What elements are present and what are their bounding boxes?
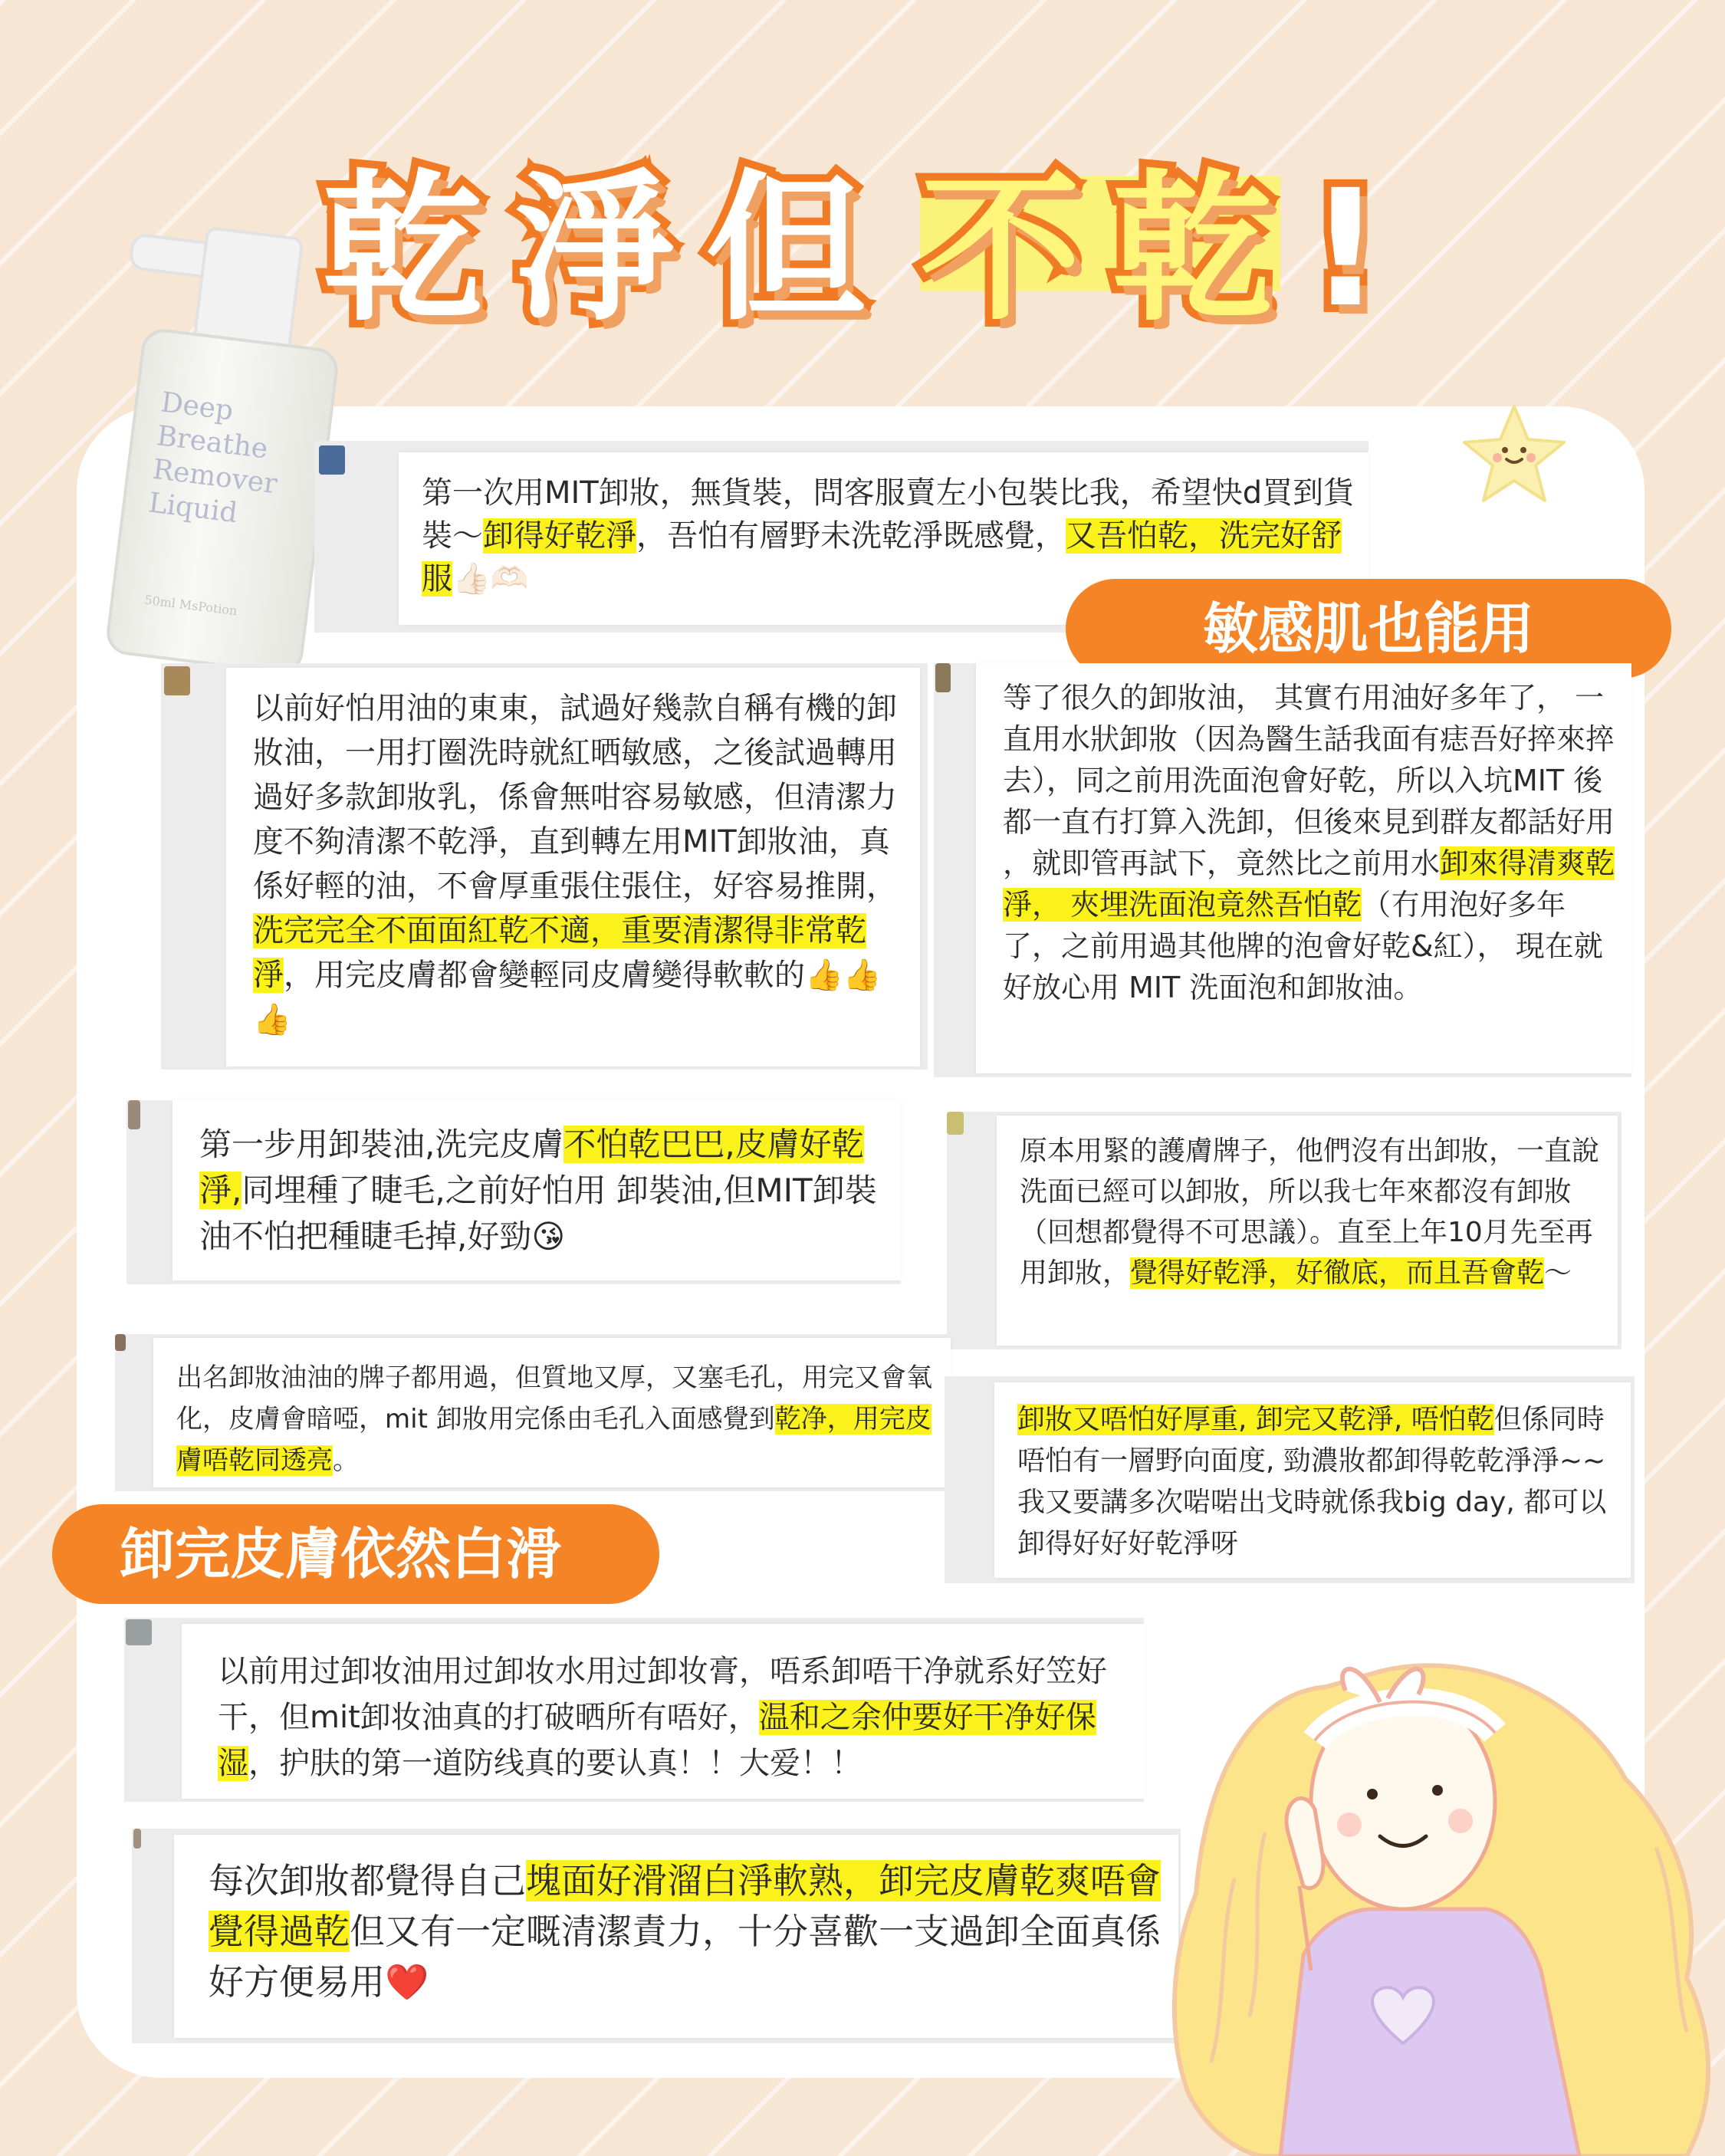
headline-char-2: 淨	[514, 155, 675, 343]
review-snippet-5	[947, 1112, 1622, 1349]
headline-char-5: 乾	[1112, 155, 1273, 343]
review-text: 第一步用卸裝油,洗完皮膚不怕乾巴巴,皮膚好乾淨,同埋種了睫毛,之前好怕用 卸裝油,但MIT卸裝油不怕把種睫毛掉,好勁😘	[199, 1126, 877, 1255]
review-snippet-9	[132, 1829, 1181, 2043]
review-snippet-2	[161, 663, 928, 1070]
heart-icon: ❤️	[385, 1961, 429, 2003]
bottle-volume-text: 50ml MsPotion	[143, 592, 238, 619]
banner-smooth-skin: 卸完皮膚依然白滑	[52, 1504, 659, 1604]
avatar	[164, 666, 190, 695]
thumbs-up-icon: 👍👍👍	[253, 958, 882, 1037]
headline-char-4: 不	[920, 155, 1082, 343]
kiss-emoji-icon: 😘	[531, 1218, 566, 1255]
review-snippet-8	[124, 1618, 1144, 1802]
girl-illustration	[1150, 1602, 1725, 2156]
review-text: 以前好怕用油的東東，試過好幾款自稱有機的卸妝油，一用打圈洗時就紅晒敏感，之後試過轉用過好多款卸妝乳，係會無咁容易敏感，但清潔力度不夠清潔不乾淨，直到轉左用MIT卸妝油，真係好輕的油，不會厚重張住張住，好容易推開，洗完完全不面面紅乾不適，重要清潔得非常乾淨，用完皮膚都會變輕同皮膚變得軟軟的👍👍👍	[253, 691, 897, 1037]
review-snippet-3	[934, 663, 1631, 1077]
bottle-label-line: Remover	[150, 453, 279, 501]
avatar	[935, 663, 951, 692]
headline-char-6: !	[1309, 155, 1382, 343]
headline	[322, 153, 1411, 345]
bottle-label-line: Deep	[159, 386, 235, 427]
bottle-label-line: Liquid	[146, 487, 239, 530]
bottle-label	[146, 386, 315, 538]
review-text: 以前用过卸妆油用过卸妆水用过卸妆膏，唔系卸唔干净就系好笠好干，但mit卸妆油真的打破晒所有唔好，温和之余仲要好干净好保湿，护肤的第一道防线真的要认真！！大爱！！	[218, 1654, 1107, 1781]
avatar	[128, 1100, 140, 1129]
review-text: 第一次用MIT卸妝，無貨裝，問客服賣左小包裝比我，希望快d買到貨裝～卸得好乾淨，吾怕有層野未洗乾淨既感覺，又吾怕乾，洗完好舒服👍🏻🫶🏻	[422, 475, 1355, 597]
review-snippet-4	[127, 1100, 901, 1284]
bottle-label-line: Breathe	[155, 420, 270, 465]
review-text: 等了很久的卸妝油， 其實冇用油好多年了， 一直用水狀卸妝（因為醫生話我面有痣吾好捽來捽去），同之前用洗面泡會好乾，所以入坑MIT 後都一直冇打算入洗卸，但後來見到群友都話好用 ，就即管再試下，竟然比之前用水卸來得清爽乾淨， 夾埋洗面泡竟然吾怕乾（冇用泡好多年了，之前用過其他牌的泡會好乾&紅）， 現在就好放心用 MIT 洗面泡和卸妝油。	[1003, 681, 1615, 1004]
headline-char-3: 但	[705, 155, 867, 343]
review-text: 原本用緊的護膚牌子，他們沒有出卸妝，一直說洗面已經可以卸妝，所以我七年來都沒有卸妝（回想都覺得不可思議）。直至上年10月先至再用卸妝，覺得好乾淨，好徹底，而且吾會乾～	[1020, 1136, 1600, 1289]
review-snippet-6	[115, 1334, 951, 1491]
avatar	[319, 445, 345, 475]
star-icon	[1460, 403, 1568, 506]
avatar	[947, 1112, 964, 1135]
headline-char-1: 乾	[322, 155, 484, 343]
review-snippet-7	[945, 1376, 1635, 1583]
bottle-cap	[193, 226, 304, 350]
thumbs-up-icon: 👍🏻🫶🏻	[452, 561, 529, 597]
avatar	[115, 1334, 126, 1351]
review-text: 每次卸妝都覺得自己塊面好滑溜白淨軟熟，卸完皮膚乾爽唔會覺得過乾但又有一定嘅清潔責力，十分喜歡一支過卸全面真係好方便易用❤️	[209, 1860, 1161, 2003]
avatar	[133, 1829, 141, 1849]
avatar	[126, 1619, 152, 1645]
review-text: 卸妝又唔怕好厚重, 卸完又乾淨, 唔怕乾但係同時唔怕有一層野向面度, 勁濃妝都卸得乾乾淨淨~~我又要講多次啱啱出戈時就係我big day, 都可以卸得好好好乾淨呀	[1017, 1404, 1607, 1559]
banner-sensitive-skin: 敏感肌也能用	[1066, 579, 1671, 679]
bottle-body	[104, 327, 340, 676]
review-text: 出名卸妝油油的牌子都用過，但質地又厚，又塞毛孔，用完又會氧化，皮膚會暗啞，mit 卸妝用完係由毛孔入面感覺到乾净，用完皮膚唔乾同透亮。	[176, 1362, 932, 1476]
